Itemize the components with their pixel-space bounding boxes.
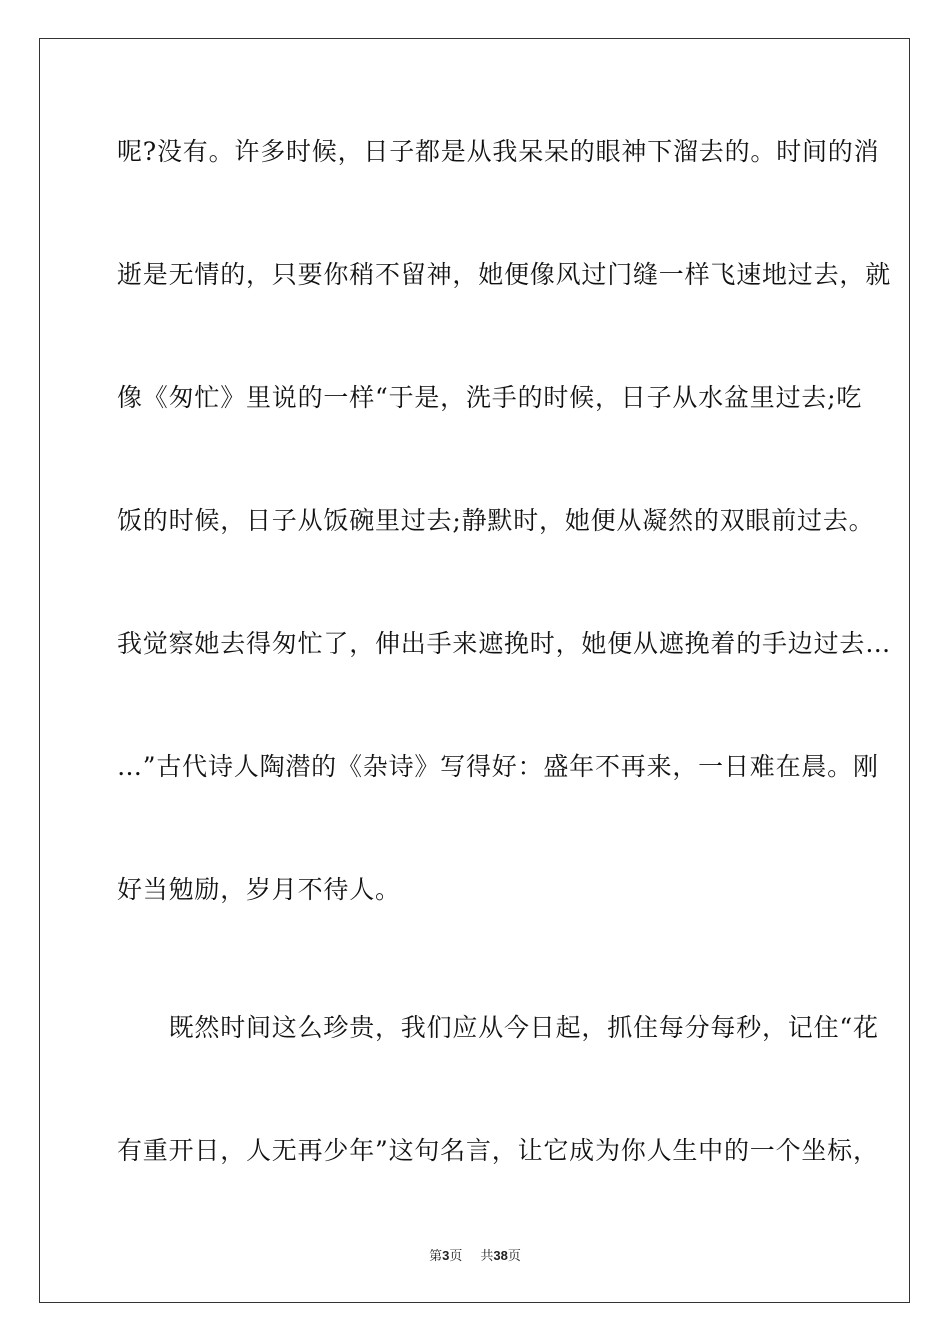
text-line: 我觉察她去得匆忙了，伸出手来遮挽时，她便从遮挽着的手边过去… — [117, 629, 892, 658]
text-line: 好当勉励，岁月不待人。 — [117, 875, 401, 904]
text-line: 呢?没有。许多时候，日子都是从我呆呆的眼神下溜去的。时间的消 — [117, 137, 880, 166]
page-suffix: 页 — [449, 1249, 463, 1264]
text-line: 像《匆忙》里说的一样“于是，洗手的时候，日子从水盆里过去;吃 — [117, 383, 863, 412]
total-prefix: 共 — [480, 1249, 494, 1264]
text-line: …”古代诗人陶潜的《杂诗》写得好：盛年不再来，一日难在晨。刚 — [117, 752, 879, 781]
text-line: 既然时间这么珍贵，我们应从今日起，抓住每分每秒，记住“花 — [117, 1013, 879, 1042]
page-prefix: 第 — [429, 1249, 443, 1264]
total-pages: 38 — [493, 1248, 508, 1263]
text-line: 饭的时候，日子从饭碗里过去;静默时，她便从凝然的双眼前过去。 — [117, 506, 875, 535]
text-line: 有重开日，人无再少年”这句名言，让它成为你人生中的一个坐标， — [117, 1136, 879, 1165]
page-number: 3 — [442, 1248, 450, 1263]
page-border — [39, 38, 910, 1303]
total-suffix: 页 — [507, 1249, 521, 1264]
text-line: 逝是无情的，只要你稍不留神，她便像风过门缝一样飞速地过去，就 — [117, 260, 892, 289]
page-footer — [0, 1247, 950, 1266]
